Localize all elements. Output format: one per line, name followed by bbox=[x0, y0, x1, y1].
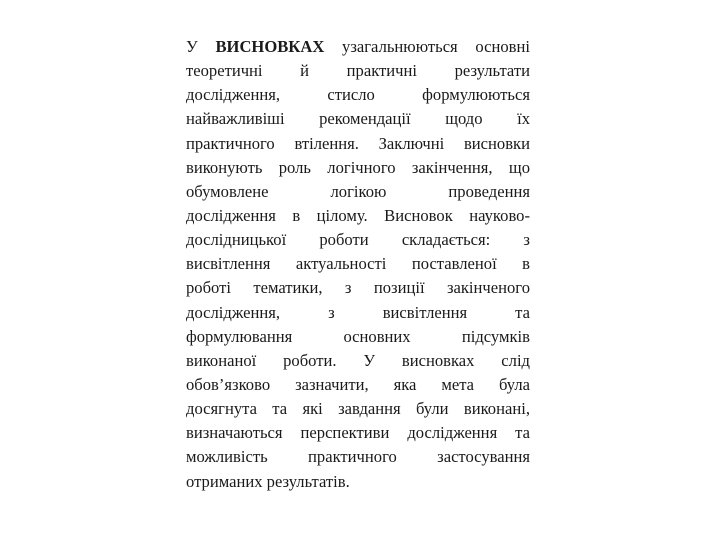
text-line-7: обумовлене логікою проведення bbox=[186, 181, 530, 201]
text-line-18: можливість практичного застосування bbox=[186, 447, 530, 467]
line-1-rest: узагальнюються основні bbox=[342, 37, 530, 56]
text-line-15: обов’язково зазначити, яка мета була bbox=[186, 374, 530, 394]
text-line-14: виконаної роботи. У висновках слід bbox=[186, 350, 530, 370]
text-line-2: теоретичні й практичні результати bbox=[186, 61, 530, 81]
text-line-8: дослідження в цілому. Висновок науково- bbox=[186, 205, 530, 225]
conclusions-paragraph bbox=[186, 35, 530, 494]
text-line-5: практичного втілення. Заключні висновки bbox=[186, 133, 530, 153]
text-line-6: виконують роль логічного закінчення, що bbox=[186, 157, 530, 177]
text-line-10: висвітлення актуальності поставленої в bbox=[186, 254, 530, 274]
text-line-17: визначаються перспективи дослідження та bbox=[186, 423, 530, 443]
text-line-4: найважливіші рекомендації щодо їх bbox=[186, 109, 530, 129]
text-line-13: формулювання основних підсумків bbox=[186, 326, 530, 346]
text-line-19: отриманих результатів. bbox=[186, 471, 350, 491]
text-line-9: дослідницької роботи складається: з bbox=[186, 230, 530, 250]
text-line-3: дослідження, стисло формулюються bbox=[186, 85, 530, 105]
text-line-16: досягнута та які завдання були виконані, bbox=[186, 399, 530, 419]
text-line-1 bbox=[186, 35, 530, 59]
line-1-lead: У bbox=[186, 37, 198, 56]
text-line-12: дослідження, з висвітлення та bbox=[186, 302, 530, 322]
keyword-conclusions: ВИСНОВКАХ bbox=[215, 37, 325, 56]
text-line-11: роботі тематики, з позиції закінченого bbox=[186, 278, 530, 298]
